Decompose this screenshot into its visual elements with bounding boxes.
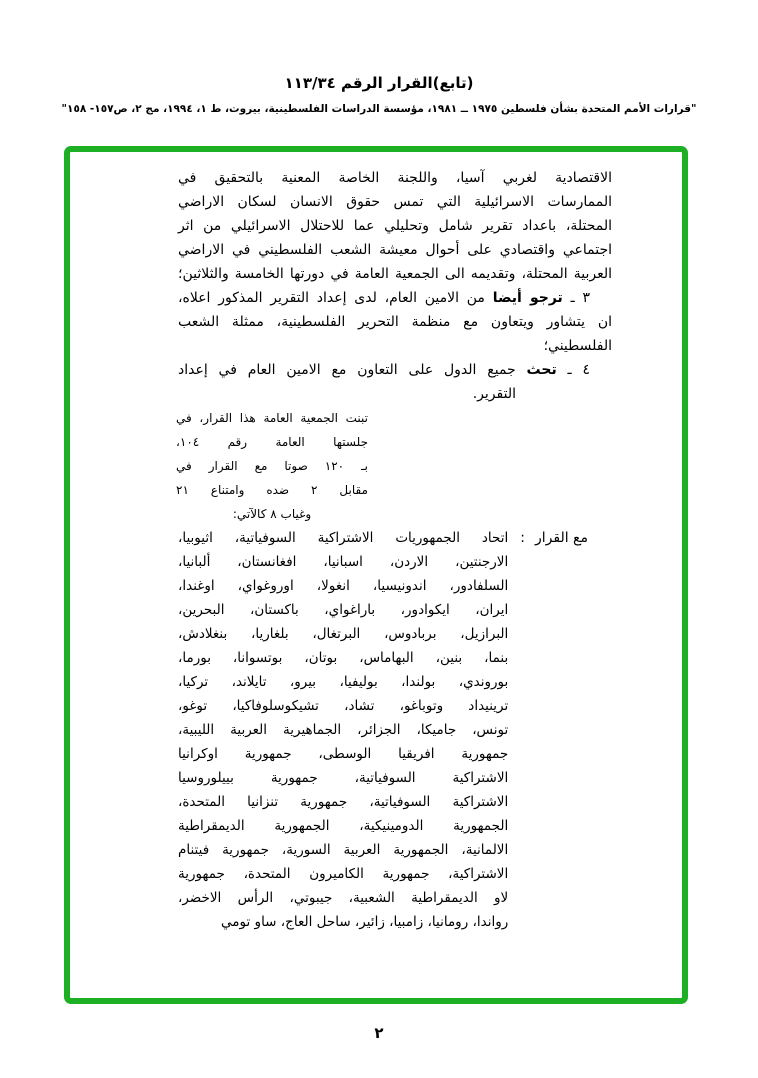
country-list-line: اتحاد الجمهوريات الاشتراكية السوفياتية، اثيوبيا، (178, 530, 509, 546)
text-line-item-3: ٣ ـ ترجو أيضا من الامين العام، لدى إعداد التقرير المذكور اعلاه، (178, 290, 590, 306)
text-line: ان يتشاور ويتعاون مع منظمة التحرير الفلسطينية، ممثلة الشعب (178, 314, 612, 330)
document-body (178, 166, 612, 934)
resolution-title: (تابع)القرار الرقم ١١٣/٣٤ (284, 74, 474, 92)
with-resolution-label: مع القرار: (520, 530, 588, 546)
country-list-line: الجمهورية الدومينيكية، الجمهورية الديمقراطية (178, 818, 509, 834)
country-list-line: الاشتراكية السوفياتية، جمهورية تنزانيا المتحدة، (178, 794, 509, 810)
country-list-line: جمهورية افريقيا الوسطى، جمهورية اوكرانيا (178, 746, 509, 762)
label-colon: : (520, 530, 525, 546)
country-list-line: تونس، جاميكا، الجزائر، الجماهيرية العربية الليبية، (178, 722, 509, 738)
main-paragraph (178, 166, 612, 406)
text-line: الاقتصادية لغربي آسيا، واللجنة الخاصة المعنية بالتحقيق في (178, 170, 612, 186)
text-line: جلستها العامة رقم ١٠٤، (176, 435, 368, 449)
text-line: المحتلة، باعداد تقرير شامل وتحليلي عما للاحتلال الاسرائيلي من اثر (178, 218, 612, 234)
countries-in-favor-list (178, 526, 508, 934)
country-list-line: بوروندي، بولندا، بوليفيا، بيرو، تايلاند، تركيا، (178, 674, 509, 690)
text-line: تبنت الجمعية العامة هذا القرار، في (176, 411, 368, 425)
country-list-line: رواندا، رومانيا، زامبيا، زائير، ساحل العاج، ساو تومي (221, 914, 509, 930)
text-line: اجتماعي واقتصادي على أحوال معيشة الشعب الفلسطيني في الاراضي (178, 242, 612, 258)
text-line: الفلسطيني؛ (543, 338, 612, 354)
text-line: مقابل ٢ ضده وامتناع ٢١ (176, 483, 368, 497)
page-number: ٢ (374, 1024, 384, 1042)
country-list-line: ترينيداد وتوباغو، تشاد، تشيكوسلوفاكيا، توغو، (178, 698, 509, 714)
country-list-line: بنما، بنين، البهاماس، بوتان، بوتسوانا، بورما، (178, 650, 509, 666)
text-line: وغياب ٨ كالآتي: (232, 507, 312, 521)
with-resolution-section (178, 526, 612, 934)
source-citation: "قرارات الأمم المتحدة بشأن فلسطين ١٩٧٥ ــ ١٩٨١، مؤسسة الدراسات الفلسطينية، بيروت، ط ١، ١٩٩٤، مج ٢، ص١٥٧- ١٥٨" (61, 103, 697, 115)
country-list-line: البرازيل، بربادوس، البرتغال، بلغاريا، بنغلادش، (178, 626, 509, 642)
country-list-line: لاو الديمقراطية الشعبية، جيبوتي، الرأس الاخضر، (178, 890, 509, 906)
text-line-item-4: ٤ ـ تحث جميع الدول على التعاون مع الامين العام في إعداد (178, 362, 590, 378)
country-list-line: السلفادور، اندونيسيا، انغولا، اوروغواي، اوغندا، (178, 578, 509, 594)
country-list-line: الاشتراكية، جمهورية الكاميرون المتحدة، جمهورية (178, 866, 509, 882)
text-line: التقرير. (472, 386, 516, 402)
text-line: العربية المحتلة، وتقديمه الى الجمعية العامة في دورتها الخامسة والثلاثين؛ (178, 266, 612, 282)
country-list-line: الاشتراكية السوفياتية، جمهورية بييلوروسيا (178, 770, 509, 786)
country-list-line: الالمانية، الجمهورية العربية السورية، جمهورية فيتنام (178, 842, 509, 858)
adoption-note (176, 406, 368, 526)
text-line: بـ ١٢٠ صوتا مع القرار في (176, 459, 368, 473)
country-list-line: الارجنتين، الاردن، اسبانيا، افغانستان، ألبانيا، (178, 554, 509, 570)
country-list-line: ايران، ايكوادور، باراغواي، باكستان، البحرين، (178, 602, 509, 618)
text-line: الممارسات الاسرائيلية التي تمس حقوق الانسان لسكان الاراضي (178, 194, 612, 210)
